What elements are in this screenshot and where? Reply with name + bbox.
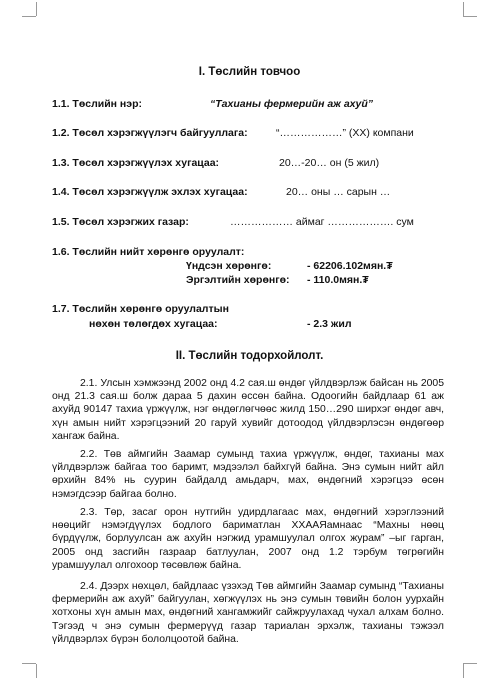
main-assets-value: - 62206.102мян.₮	[307, 260, 393, 272]
crop-mark-top-left	[22, 16, 36, 17]
crop-mark-bottom-right-v	[463, 664, 464, 678]
working-assets-label: Эргэлтийн хөрөнгө:	[186, 274, 290, 286]
item-1-3-label: 1.3. Төсөл хэрэгжүүлэх хугацаа:	[52, 157, 220, 169]
paragraph-2-3: 2.3. Төр, засаг орон нутгийн удирдлагаас мах, өндөгний хэрэглээний нөөцийг нэмэгдүүлэх бодлого бариматлан ХХААЯамнаас “Махны нөөц бүрдүүлж, борлуулсан аж ахуйн нэгжид урамшуулал олгох журам” –ыг гарган, 2005 онд засгийн газраар батлуулан, 2007 онд 1.2 тэрбум төгрөгийн урамшуулал олгохоор төсөвлөж байна.	[52, 507, 444, 571]
item-1-7-label-line-2: нөхөн төлөгдөх хугацаа:	[89, 318, 218, 330]
item-1-6-label: 1.6. Төслийн нийт хөрөнгө оруулалт:	[52, 246, 245, 258]
crop-mark-bottom-left-v	[36, 664, 37, 678]
item-1-7-value: - 2.3 жил	[307, 318, 352, 330]
item-1-2-value: “………………” (ХХ) компани	[276, 127, 414, 139]
item-1-6	[52, 246, 244, 258]
paragraph-2-2: 2.2. Төв аймгийн Заамар сумынд тахиа үржүүлж, өндөг, тахианы мах үйлдвэрлэж байгаа тоо баримт, мэдээлэл байхгүй байна. Энэ сумын нийт айл өрхийн 84% нь суурин байдалд амьдарч, мах, өндөгний хэрэгцээ өсөн нэмэгдсээр байгаа болно.	[52, 449, 444, 500]
item-1-5	[52, 216, 414, 228]
item-1-1-value: “Тахианы фермерийн аж ахуй”	[210, 98, 374, 110]
item-1-7	[52, 303, 229, 315]
crop-mark-bottom-left	[22, 663, 36, 664]
item-1-2	[52, 127, 414, 139]
item-1-4-value: 20… оны … сарын …	[286, 186, 391, 198]
item-1-1-label: 1.1. Төслийн нэр:	[52, 98, 142, 110]
item-1-5-value: ……………… аймаг ………………. сум	[230, 216, 414, 228]
section-1-title: I. Төслийн товчоо	[198, 66, 301, 78]
main-assets-label: Үндсэн хөрөнгө:	[186, 260, 272, 272]
crop-mark-top-left-v	[36, 2, 37, 16]
item-1-4-label: 1.4. Төсөл хэрэгжүүлж эхлэх хугацаа:	[52, 186, 248, 198]
item-1-2-label: 1.2. Төсөл хэрэгжүүлэгч байгууллага:	[52, 127, 248, 139]
working-assets-value: - 110.0мян.₮	[307, 274, 369, 286]
item-1-3	[52, 157, 380, 169]
item-1-7-label-line-1: 1.7. Төслийн хөрөнгө оруулалтын	[52, 303, 229, 315]
section-2-title: II. Төслийн тодорхойлолт.	[175, 350, 324, 362]
item-1-1	[52, 98, 374, 110]
item-1-4	[52, 186, 391, 198]
crop-mark-top-right-v	[463, 2, 464, 16]
item-1-3-value: 20…-20… он (5 жил)	[279, 157, 380, 169]
paragraph-2-1: 2.1. Улсын хэмжээнд 2002 онд 4.2 сая.ш өндөг үйлдвэрлэж байсан нь 2005 онд 21.3 сая.ш болж дараа 5 дахин өссөн байна. Одоогийн байдлаар 61 аж ахуйд 90147 тахиа үржүүлж, нэг өндөглөгчөөс жилд 150…290 ширхэг өндөг авч, хүн амын нийт хэрэгцээний 20 гаруй хувийг дотоодод үйлдвэрлэсэн өндөгөөр хангаж байна.	[52, 378, 444, 442]
crop-mark-bottom-right	[463, 663, 477, 664]
crop-mark-top-right	[463, 16, 477, 17]
paragraph-2-4: 2.4. Дээрх нөхцөл, байдлаас үзэхэд Төв аймгийн Заамар сумынд “Тахианы фермерийн аж ахуй” байгуулан, хөгжүүлэх нь энэ сумын төвийн болон уурхайн хотхоны хүн амын мах, өндөгний хангамжийг сайжруулахад чухал алхам болно. Тэгээд ч энэ сумын фермерүүд газар тариалан эрхэлж, тахианы тэжээл үйлдвэрлэх бүрэн бололцоотой байна.	[52, 581, 444, 645]
item-1-5-label: 1.5. Төсөл хэрэгжих газар:	[52, 216, 189, 228]
